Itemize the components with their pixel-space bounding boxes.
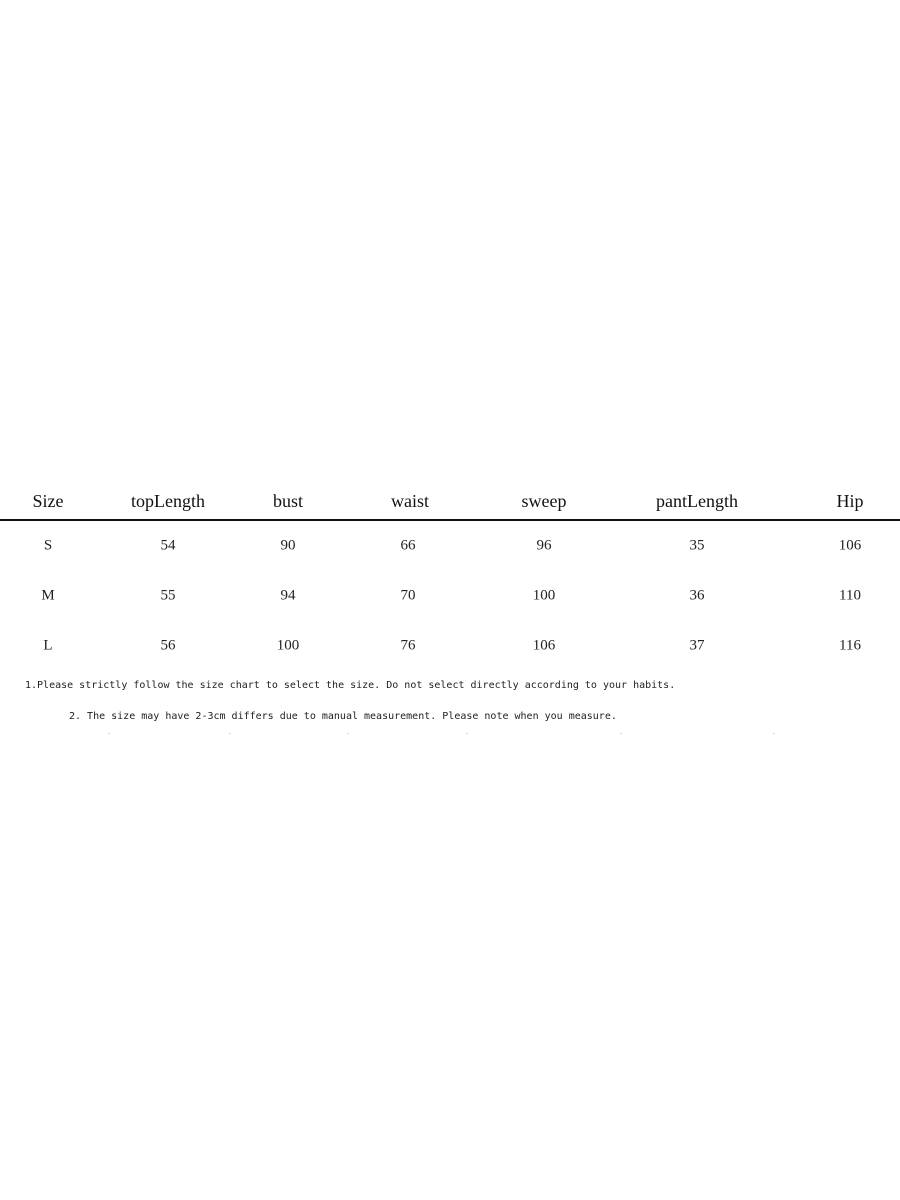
row-s-bust: 90 (280, 537, 296, 554)
row-l-sweep: 106 (532, 637, 556, 654)
row-l-bust: 100 (276, 637, 300, 654)
row-s-pant-length: 35 (689, 537, 705, 554)
row-l-top-length: 56 (160, 637, 176, 654)
speck (466, 733, 468, 734)
header-divider (0, 519, 900, 521)
row-l-waist: 76 (400, 637, 416, 654)
speck (229, 733, 231, 734)
row-m-sweep: 100 (532, 587, 556, 604)
row-m-waist: 70 (400, 587, 416, 604)
note-measurement-tolerance: 2. The size may have 2-3cm differs due to manual measurement. Please note when you measure. (69, 711, 617, 722)
row-m-top-length: 55 (160, 587, 176, 604)
row-s-hip: 106 (838, 537, 862, 554)
speck (347, 733, 349, 734)
header-size: Size (32, 491, 64, 511)
speck (108, 733, 110, 734)
row-m-pant-length: 36 (689, 587, 705, 604)
header-sweep: sweep (521, 491, 567, 511)
header-top-length: topLength (131, 491, 205, 511)
row-l-pant-length: 37 (689, 637, 705, 654)
row-s-top-length: 54 (160, 537, 176, 554)
header-pant-length: pantLength (656, 491, 738, 511)
header-bust: bust (272, 491, 304, 511)
speck (773, 733, 775, 734)
row-s-size: S (43, 537, 53, 554)
speck (620, 733, 622, 734)
header-waist: waist (391, 491, 429, 511)
row-m-size: M (41, 587, 55, 604)
row-s-sweep: 96 (536, 537, 552, 554)
row-l-hip: 116 (839, 637, 861, 654)
row-m-hip: 110 (839, 587, 861, 604)
note-size-selection: 1.Please strictly follow the size chart to select the size. Do not select directly according to your habits. (25, 680, 676, 691)
row-l-size: L (43, 637, 53, 654)
row-s-waist: 66 (400, 537, 416, 554)
decorative-specks (0, 733, 900, 737)
row-m-bust: 94 (280, 587, 296, 604)
header-hip: Hip (836, 491, 864, 511)
